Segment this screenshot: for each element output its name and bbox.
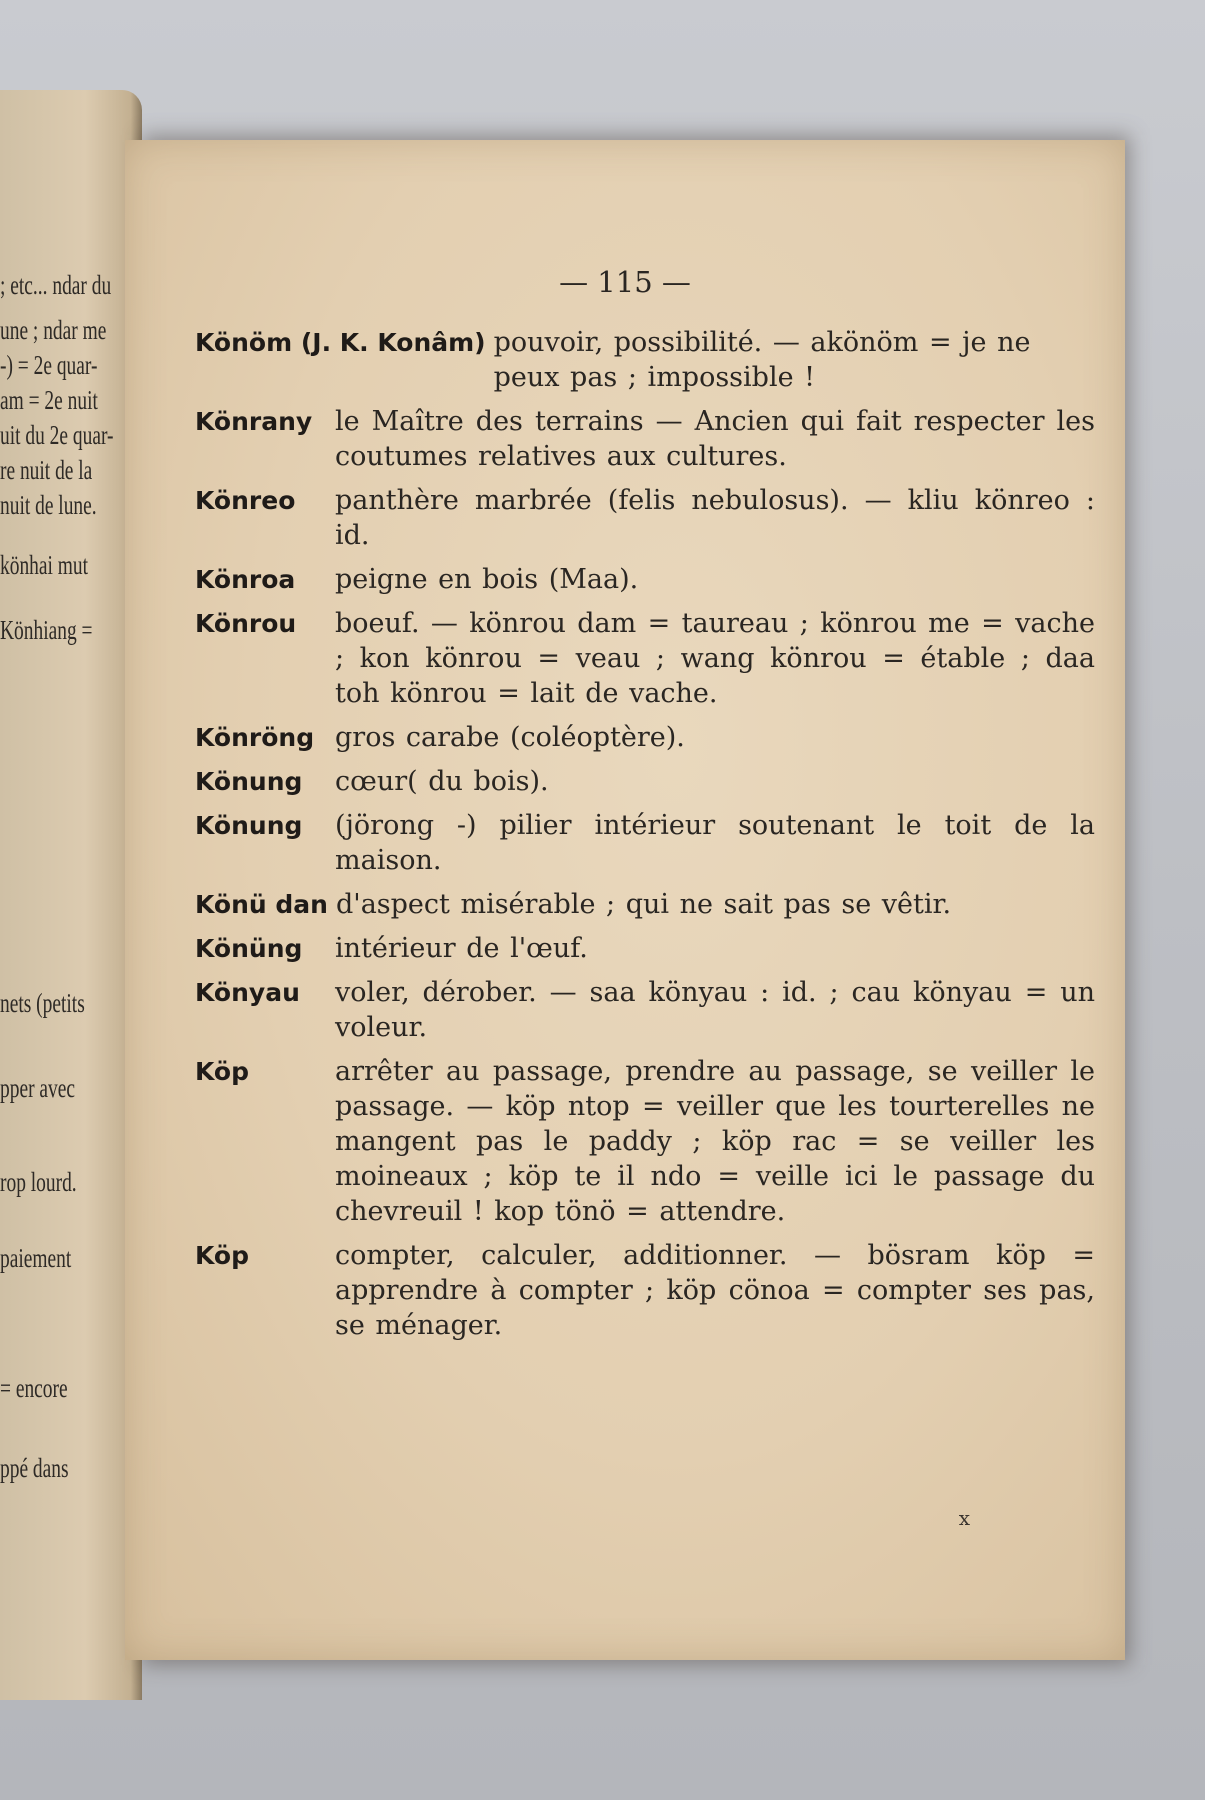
entry-headword: Könung — [195, 767, 303, 796]
entry-headword: Könöm (J. K. Konâm) — [195, 328, 486, 357]
left-page-line: könhai mut — [0, 550, 89, 580]
entry-headword: Köp — [195, 1241, 250, 1270]
entry-headword: Köp — [195, 1057, 250, 1086]
left-page — [0, 90, 142, 1700]
left-page-line: ppé dans — [0, 1453, 69, 1483]
entry-list — [195, 325, 1095, 1352]
entry-headword: Könü dan — [195, 890, 328, 919]
left-page-line: paiement — [0, 1243, 72, 1273]
entry-definition: le Maître des terrains — Ancien qui fait respecter les coutumes relatives aux cultures. — [335, 406, 1095, 472]
left-page-line: re nuit de la — [0, 455, 93, 485]
left-page-line: uit du 2e quar- — [0, 420, 114, 450]
entry-definition: gros carabe (coléoptère). — [335, 722, 685, 753]
entry-definition: arrêter au passage, prendre au passage, se veiller le passage. — köp ntop = veiller que les tourterelles ne mangent pas le paddy ; köp rac = se veiller les moineaux ; köp te il ndo = veille ici le passage du chevreuil ! kop tönö = attendre. — [335, 1056, 1095, 1227]
entry-definition: cœur( du bois). — [335, 766, 549, 797]
page-number: — 115 — — [559, 265, 691, 299]
entry-definition: compter, calculer, additionner. — bösram köp = apprendre à compter ; köp cönoa = compter ses pas, se ménager. — [335, 1240, 1095, 1341]
dictionary-entry — [195, 562, 1095, 597]
dictionary-entry — [195, 720, 1095, 755]
left-page-line: nets (petits — [0, 988, 85, 1018]
entry-definition: boeuf. — könrou dam = taureau ; könrou me = vache ; kon könrou = veau ; wang könrou = étable ; daa toh könrou = lait de vache. — [335, 608, 1095, 709]
dictionary-entry — [195, 887, 1095, 922]
left-page-line: une ; ndar me — [0, 315, 107, 345]
entry-definition: intérieur de l'œuf. — [335, 933, 588, 964]
dictionary-entry — [195, 1238, 1095, 1343]
entry-headword: Könyau — [195, 978, 300, 1007]
left-page-line: ; etc... ndar du — [0, 270, 112, 300]
entry-headword: Könroa — [195, 565, 296, 594]
entry-definition: voler, dérober. — saa könyau : id. ; cau könyau = un voleur. — [335, 977, 1095, 1043]
left-page-line: pper avec — [0, 1073, 76, 1103]
entry-headword: Könröng — [195, 723, 315, 752]
left-page-line: nuit de lune. — [0, 490, 97, 520]
entry-headword: Könrou — [195, 609, 297, 638]
dictionary-entry — [195, 975, 1095, 1045]
left-page-line: -) = 2e quar- — [0, 350, 98, 380]
dictionary-entry — [195, 325, 1095, 395]
dictionary-entry — [195, 483, 1095, 553]
dictionary-entry — [195, 404, 1095, 474]
entry-headword: Könung — [195, 811, 303, 840]
entry-definition: panthère marbrée (felis nebulosus). — kliu könreo : id. — [335, 485, 1095, 551]
entry-headword: Könreo — [195, 486, 296, 515]
dictionary-entry — [195, 606, 1095, 711]
signature-mark: x — [958, 1506, 970, 1530]
entry-definition: pouvoir, possibilité. — akönöm = je ne peux pas ; impossible ! — [493, 327, 1031, 393]
entry-definition: d'aspect misérable ; qui ne sait pas se vêtir. — [335, 889, 952, 920]
dictionary-entry — [195, 1054, 1095, 1229]
dictionary-entry — [195, 808, 1095, 878]
dictionary-page — [125, 140, 1125, 1660]
left-page-line: = encore — [0, 1373, 68, 1403]
dictionary-entry — [195, 931, 1095, 966]
left-page-line: am = 2e nuit — [0, 385, 98, 415]
entry-definition: peigne en bois (Maa). — [335, 564, 639, 595]
entry-headword: Könrany — [195, 407, 313, 436]
entry-headword: Könüng — [195, 934, 303, 963]
left-page-line: Könhiang = — [0, 615, 93, 645]
left-page-line: rop lourd. — [0, 1167, 77, 1197]
entry-definition: (jörong -) pilier intérieur soutenant le toit de la maison. — [335, 810, 1095, 876]
dictionary-entry — [195, 764, 1095, 799]
